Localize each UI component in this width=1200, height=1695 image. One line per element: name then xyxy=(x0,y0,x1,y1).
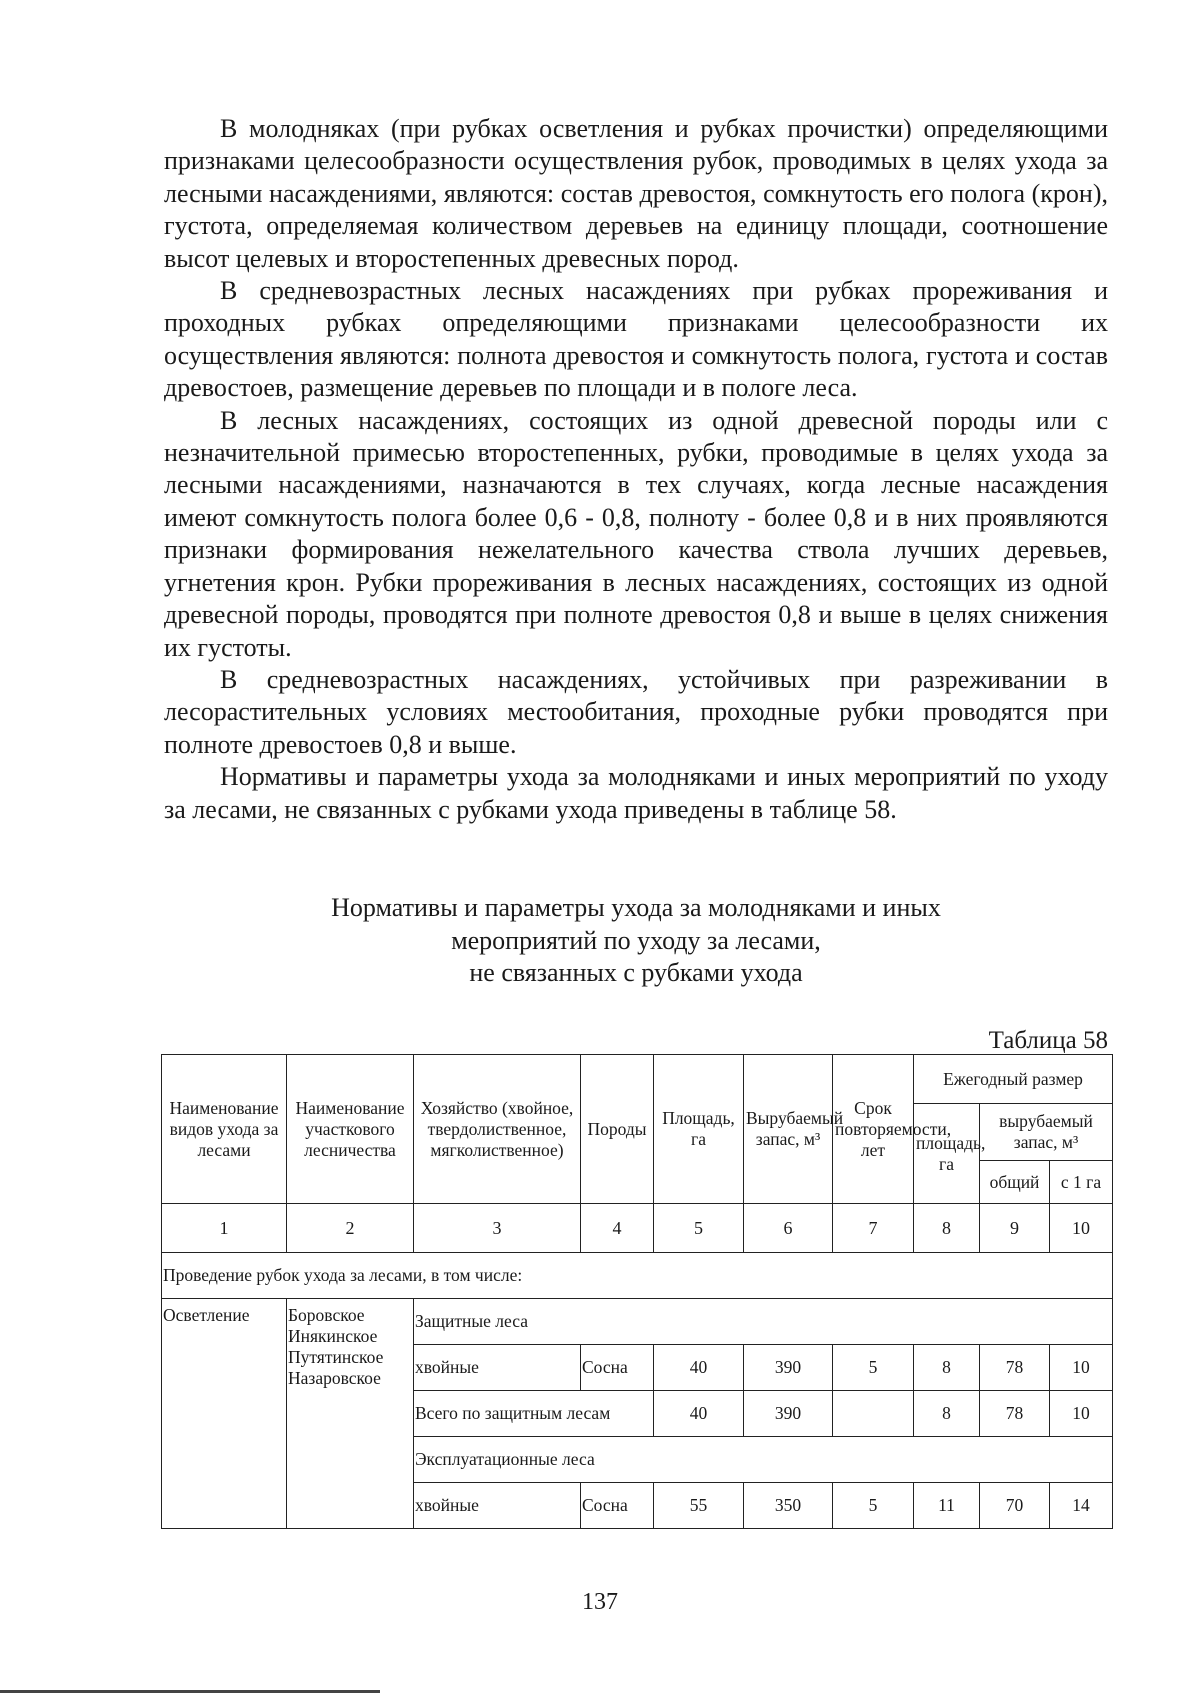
area-cell: 55 xyxy=(654,1483,744,1529)
header-annual-size: Ежегодный размер xyxy=(914,1055,1113,1104)
annual-total-cell: 78 xyxy=(980,1345,1050,1391)
table-title-line: не связанных с рубками ухода xyxy=(469,958,803,987)
paragraph: В лесных насаждениях, состоящих из одной древесной породы или с незначительной примесью второстепенных, рубки, проводимые в целях ухода за лесными насаждениями, назначаются в тех случаях, когда лесные насаждения имеют сомкнутость полога более 0,6 - 0,8, полноту - более 0,8 и в них проявляются признаки формирования нежелательного качества ствола лучших деревьев, угнетения крон. Рубки прореживания в лесных насаждениях, состоящих из одной древесной породы, проводятся при полноте древостоя 0,8 и выше в целях снижения их густоты. xyxy=(164,405,1108,662)
protective-forests-title: Защитные леса xyxy=(414,1299,1113,1345)
protective-total-label: Всего по защитным лесам xyxy=(414,1391,654,1437)
species-cell: Сосна xyxy=(581,1483,654,1529)
table-title-line: мероприятий по уходу за лесами, xyxy=(451,925,821,955)
paragraph: В средневозрастных лесных насаждениях при рубках прореживания и проходных рубках определяющими признаками целесообразности их осуществления являются: полнота древостоя и сомкнутость полога, густота и состав древостоев, размещение деревьев по площади и в пологе леса. xyxy=(164,276,1108,403)
repeat-period-cell: 5 xyxy=(833,1345,914,1391)
annual-area-cell: 11 xyxy=(914,1483,980,1529)
page-number: 137 xyxy=(582,1589,618,1615)
column-number: 4 xyxy=(581,1204,654,1253)
cut-volume-cell: 390 xyxy=(744,1391,833,1437)
header-repeat-period: Срок повторяемости, лет xyxy=(833,1055,914,1204)
table-title xyxy=(164,892,1108,990)
header-total: общий xyxy=(980,1161,1050,1204)
table-number-label: Таблица 58 xyxy=(988,1027,1108,1054)
header-per-ha: с 1 га xyxy=(1050,1161,1113,1204)
paragraph: Нормативы и параметры ухода за молодняками и иных мероприятий по уходу за лесами, не связанных с рубками ухода приведены в таблице 58. xyxy=(164,762,1108,824)
header-cut-volume: Вырубаемый запас, м³ xyxy=(744,1055,833,1204)
header-care-type: Наименование видов ухода за лесами xyxy=(162,1055,287,1204)
column-number: 7 xyxy=(833,1204,914,1253)
column-number: 6 xyxy=(744,1204,833,1253)
annual-total-cell: 78 xyxy=(980,1391,1050,1437)
economy-cell: хвойные xyxy=(414,1345,581,1391)
area-cell: 40 xyxy=(654,1345,744,1391)
cut-volume-cell: 390 xyxy=(744,1345,833,1391)
column-number: 2 xyxy=(287,1204,414,1253)
care-type-cell: Осветление xyxy=(162,1299,287,1529)
repeat-period-cell: 5 xyxy=(833,1483,914,1529)
paragraph: В молодняках (при рубках осветления и рубках прочистки) определяющими признаками целесообразности осуществления рубок, проводимых в целях ухода за лесными насаждениями, являются: состав древостоя, сомкнутость его полога (крон), густота, определяемая количеством деревьев на единицу площади, соотношение высот целевых и второстепенных древесных пород. xyxy=(164,114,1108,273)
scan-edge-line xyxy=(0,1690,380,1693)
annual-per-ha-cell: 14 xyxy=(1050,1483,1113,1529)
repeat-period-cell xyxy=(833,1391,914,1437)
annual-area-cell: 8 xyxy=(914,1345,980,1391)
species-cell: Сосна xyxy=(581,1345,654,1391)
exploitation-forests-title: Эксплуатационные леса xyxy=(414,1437,1113,1483)
annual-per-ha-cell: 10 xyxy=(1050,1345,1113,1391)
annual-area-cell: 8 xyxy=(914,1391,980,1437)
header-annual-cut: вырубаемый запас, м³ xyxy=(980,1104,1113,1161)
cut-volume-cell: 350 xyxy=(744,1483,833,1529)
header-area: Площадь, га xyxy=(654,1055,744,1204)
section-title: Проведение рубок ухода за лесами, в том числе: xyxy=(162,1253,1113,1299)
paragraph: В средневозрастных насаждениях, устойчивых при разреживании в лесорастительных условиях местообитания, проходные рубки проводятся при полноте древостоев 0,8 и выше. xyxy=(164,664,1108,759)
column-number: 10 xyxy=(1050,1204,1113,1253)
forestries-cell: Боровское Инякинское Путятинское Назаровское xyxy=(287,1299,414,1529)
data-table xyxy=(161,1054,1113,1529)
header-forestry: Наименование участкового лесничества xyxy=(287,1055,414,1204)
header-annual-area: площадь, га xyxy=(914,1104,980,1204)
economy-cell: хвойные xyxy=(414,1483,581,1529)
annual-total-cell: 70 xyxy=(980,1483,1050,1529)
body-text xyxy=(164,113,1108,826)
header-species: Породы xyxy=(581,1055,654,1204)
annual-per-ha-cell: 10 xyxy=(1050,1391,1113,1437)
area-cell: 40 xyxy=(654,1391,744,1437)
column-number: 5 xyxy=(654,1204,744,1253)
column-number: 3 xyxy=(414,1204,581,1253)
column-number: 1 xyxy=(162,1204,287,1253)
header-economy: Хозяйство (хвойное, твердолиственное, мягколиственное) xyxy=(414,1055,581,1204)
table-title-line: Нормативы и параметры ухода за молодняками и иных xyxy=(331,893,941,922)
column-number: 9 xyxy=(980,1204,1050,1253)
column-number: 8 xyxy=(914,1204,980,1253)
